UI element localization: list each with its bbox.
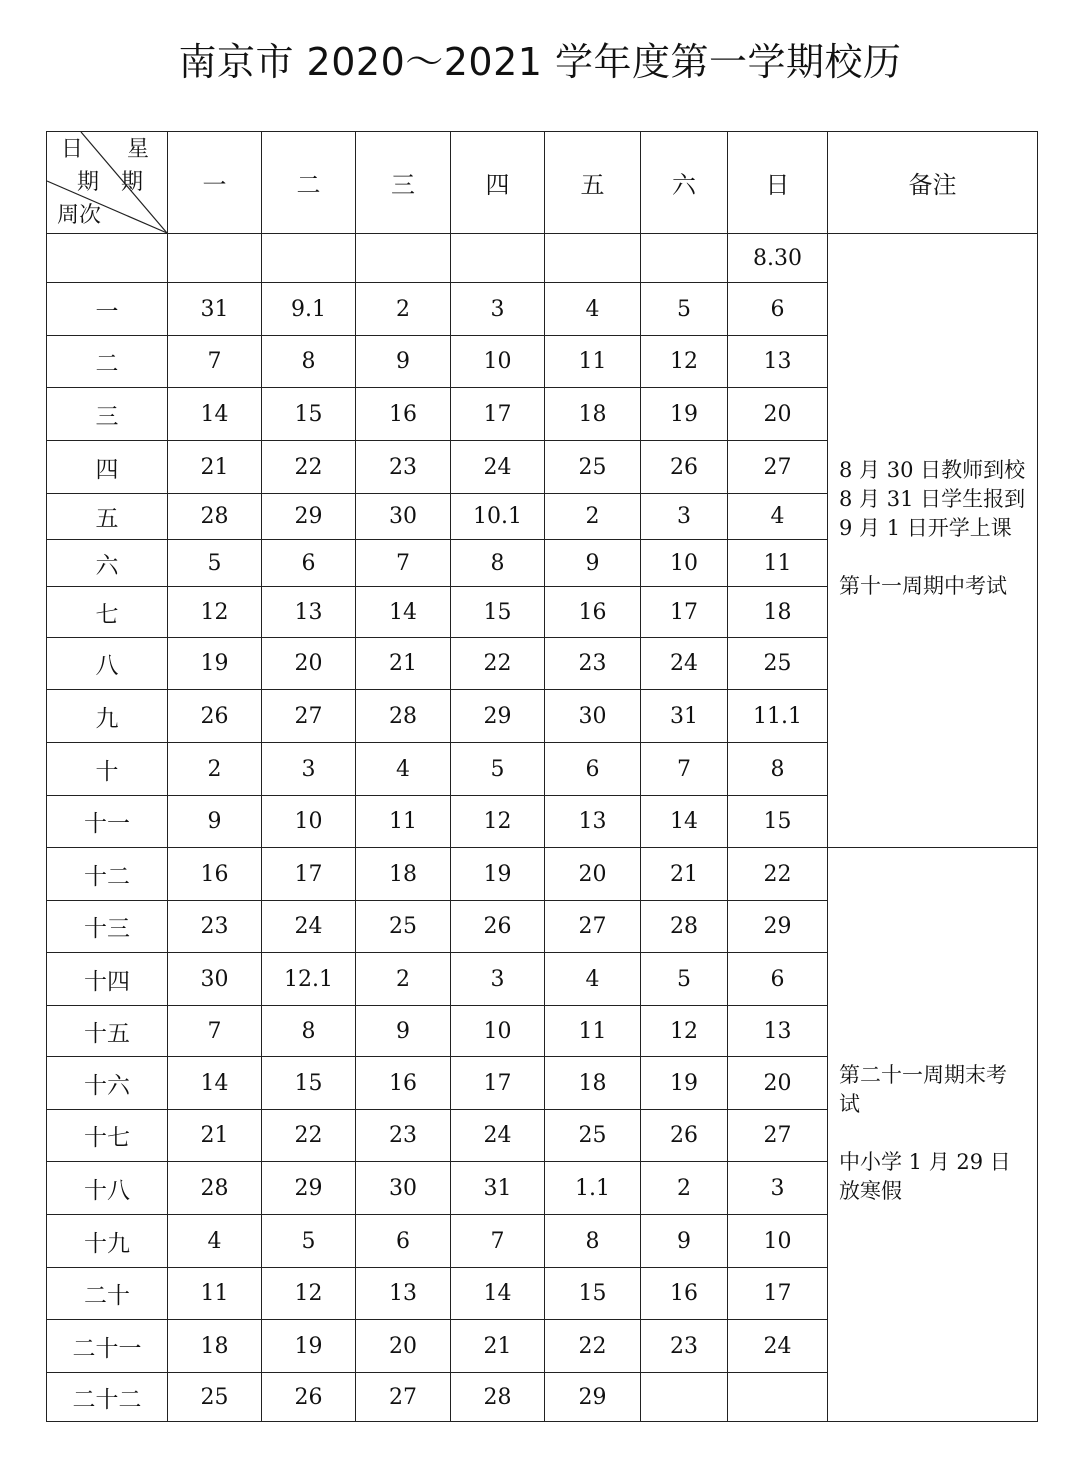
date-cell: 25 [728,638,828,690]
remark-note: 第二十一周期末考 试 [839,1063,1007,1116]
date-cell: 14 [168,1057,262,1110]
date-cell: 28 [641,901,728,953]
date-cell: 8 [728,743,828,796]
date-cell: 16 [545,587,641,638]
week-number-cell: 一 [47,283,168,336]
date-cell: 30 [545,690,641,743]
date-cell: 5 [451,743,545,796]
date-cell: 10 [641,540,728,587]
date-cell: 5 [168,540,262,587]
date-cell: 11 [545,1006,641,1057]
week-row [47,848,1038,901]
date-cell: 11 [168,1268,262,1320]
date-cell: 14 [641,796,728,848]
date-cell [545,234,641,283]
date-cell: 11 [356,796,451,848]
date-cell: 21 [451,1320,545,1373]
date-cell: 8 [262,1006,356,1057]
date-cell: 6 [545,743,641,796]
date-cell: 19 [641,1057,728,1110]
date-cell: 2 [168,743,262,796]
week-number-cell: 六 [47,540,168,587]
date-cell: 8 [545,1215,641,1268]
date-cell: 29 [262,1162,356,1215]
date-cell: 2 [356,283,451,336]
date-cell: 14 [168,388,262,441]
date-cell: 4 [545,953,641,1006]
date-cell: 30 [356,1162,451,1215]
date-cell: 20 [262,638,356,690]
date-cell: 27 [728,1110,828,1162]
date-cell: 28 [356,690,451,743]
date-cell: 7 [451,1215,545,1268]
date-cell: 13 [356,1268,451,1320]
date-cell: 17 [728,1268,828,1320]
date-cell: 20 [728,388,828,441]
date-cell: 7 [641,743,728,796]
date-cell: 26 [262,1373,356,1422]
date-cell: 18 [545,1057,641,1110]
date-cell: 18 [356,848,451,901]
week-number-cell [47,234,168,283]
date-cell: 8.30 [728,234,828,283]
date-cell [168,234,262,283]
date-cell: 11 [545,336,641,388]
date-cell: 12 [168,587,262,638]
week-number-cell: 十三 [47,901,168,953]
date-cell [451,234,545,283]
date-cell: 22 [262,441,356,494]
date-cell: 30 [356,494,451,540]
date-cell: 20 [356,1320,451,1373]
date-cell: 25 [356,901,451,953]
header-remarks: 备注 [828,132,1038,234]
date-cell: 22 [728,848,828,901]
date-cell: 12.1 [262,953,356,1006]
date-cell: 19 [168,638,262,690]
week-number-cell: 九 [47,690,168,743]
date-cell: 29 [262,494,356,540]
date-cell: 13 [728,336,828,388]
date-cell: 18 [168,1320,262,1373]
date-cell: 13 [728,1006,828,1057]
date-cell: 15 [262,388,356,441]
date-cell: 3 [451,283,545,336]
page-title: 南京市 2020～2021 学年度第一学期校历 [178,40,902,84]
date-cell: 2 [356,953,451,1006]
date-cell: 4 [545,283,641,336]
date-cell: 29 [545,1373,641,1422]
date-cell: 15 [728,796,828,848]
date-cell: 24 [262,901,356,953]
date-cell: 18 [728,587,828,638]
date-cell: 31 [641,690,728,743]
date-cell: 22 [451,638,545,690]
date-cell: 7 [356,540,451,587]
date-cell [641,1373,728,1422]
date-cell: 7 [168,336,262,388]
date-cell: 24 [728,1320,828,1373]
corner-label-middle: 期 期 [77,170,144,195]
date-cell: 24 [451,1110,545,1162]
week-number-cell: 五 [47,494,168,540]
week-number-cell: 十五 [47,1006,168,1057]
date-cell: 10 [451,1006,545,1057]
date-cell: 4 [728,494,828,540]
date-cell: 21 [641,848,728,901]
date-cell: 15 [451,587,545,638]
date-cell: 21 [168,441,262,494]
week-number-cell: 十八 [47,1162,168,1215]
date-cell: 20 [545,848,641,901]
date-cell: 23 [356,1110,451,1162]
date-cell: 23 [545,638,641,690]
remark-note: 中小学 1 月 29 日 放寒假 [839,1150,1011,1203]
date-cell: 28 [451,1373,545,1422]
date-cell: 21 [168,1110,262,1162]
header-day-sat: 六 [641,132,728,234]
date-cell: 21 [356,638,451,690]
date-cell: 26 [451,901,545,953]
date-cell: 2 [545,494,641,540]
date-cell: 28 [168,1162,262,1215]
date-cell: 6 [728,283,828,336]
date-cell: 28 [168,494,262,540]
date-cell: 29 [451,690,545,743]
date-cell: 31 [168,283,262,336]
date-cell: 26 [641,441,728,494]
date-cell: 2 [641,1162,728,1215]
date-cell: 15 [262,1057,356,1110]
date-cell: 16 [356,1057,451,1110]
date-cell: 22 [545,1320,641,1373]
header-day-sun: 日 [728,132,828,234]
header-day-wed: 三 [356,132,451,234]
date-cell: 13 [545,796,641,848]
date-cell: 6 [356,1215,451,1268]
date-cell: 3 [451,953,545,1006]
date-cell: 27 [545,901,641,953]
date-cell: 8 [262,336,356,388]
date-cell: 3 [641,494,728,540]
date-cell: 19 [451,848,545,901]
week-number-cell: 十九 [47,1215,168,1268]
week-number-cell: 八 [47,638,168,690]
remark-note: 第十一周期中考试 [839,574,1007,598]
date-cell [356,234,451,283]
date-cell: 16 [356,388,451,441]
week-number-cell: 二十 [47,1268,168,1320]
week-number-cell: 十七 [47,1110,168,1162]
week-number-cell: 十四 [47,953,168,1006]
date-cell: 26 [641,1110,728,1162]
date-cell: 13 [262,587,356,638]
date-cell: 8 [451,540,545,587]
date-cell: 4 [356,743,451,796]
date-cell: 16 [641,1268,728,1320]
week-number-cell: 十六 [47,1057,168,1110]
remark-note: 8 月 31 日学生报到 [839,487,1026,511]
date-cell: 16 [168,848,262,901]
date-cell: 3 [728,1162,828,1215]
date-cell: 25 [545,1110,641,1162]
remark-note: 8 月 30 日教师到校 [839,458,1026,482]
date-cell: 17 [262,848,356,901]
date-cell: 7 [168,1006,262,1057]
week-number-cell: 十二 [47,848,168,901]
remarks-cell [828,234,1038,848]
week-row [47,234,1038,283]
date-cell: 19 [641,388,728,441]
date-cell: 14 [451,1268,545,1320]
date-cell: 27 [728,441,828,494]
date-cell: 12 [641,336,728,388]
date-cell: 19 [262,1320,356,1373]
date-cell: 3 [262,743,356,796]
date-cell: 12 [641,1006,728,1057]
date-cell: 4 [168,1215,262,1268]
date-cell: 24 [451,441,545,494]
date-cell: 6 [728,953,828,1006]
date-cell: 27 [262,690,356,743]
school-calendar-table [46,131,1038,1422]
date-cell [728,1373,828,1422]
date-cell: 10 [728,1215,828,1268]
date-cell: 27 [356,1373,451,1422]
date-cell: 9 [356,1006,451,1057]
corner-label-bottom: 周次 [57,203,102,228]
date-cell: 5 [262,1215,356,1268]
remark-note: 9 月 1 日开学上课 [839,516,1012,540]
header-row [47,132,1038,234]
date-cell: 9 [545,540,641,587]
date-cell: 6 [262,540,356,587]
week-number-cell: 七 [47,587,168,638]
date-cell: 17 [451,1057,545,1110]
date-cell: 23 [356,441,451,494]
week-number-cell: 二 [47,336,168,388]
date-cell: 15 [545,1268,641,1320]
week-number-cell: 十一 [47,796,168,848]
header-day-mon: 一 [168,132,262,234]
week-number-cell: 四 [47,441,168,494]
date-cell: 17 [451,388,545,441]
remarks-cell [828,848,1038,1422]
date-cell: 23 [168,901,262,953]
date-cell: 12 [262,1268,356,1320]
date-cell: 18 [545,388,641,441]
date-cell: 29 [728,901,828,953]
header-day-thu: 四 [451,132,545,234]
date-cell: 9 [168,796,262,848]
date-cell: 22 [262,1110,356,1162]
date-cell: 10 [262,796,356,848]
date-cell: 25 [168,1373,262,1422]
date-cell: 1.1 [545,1162,641,1215]
date-cell: 5 [641,953,728,1006]
date-cell: 24 [641,638,728,690]
date-cell: 9 [641,1215,728,1268]
header-day-tue: 二 [262,132,356,234]
week-number-cell: 二十二 [47,1373,168,1422]
corner-label-top: 日 星 [61,137,150,162]
date-cell: 31 [451,1162,545,1215]
week-number-cell: 十 [47,743,168,796]
date-cell: 9 [356,336,451,388]
date-cell: 10 [451,336,545,388]
header-day-fri: 五 [545,132,641,234]
date-cell: 11 [728,540,828,587]
date-cell: 5 [641,283,728,336]
date-cell: 11.1 [728,690,828,743]
date-cell: 17 [641,587,728,638]
date-cell: 20 [728,1057,828,1110]
date-cell: 10.1 [451,494,545,540]
week-number-cell: 三 [47,388,168,441]
header-corner-cell [47,132,168,234]
date-cell: 30 [168,953,262,1006]
date-cell [262,234,356,283]
date-cell: 25 [545,441,641,494]
date-cell: 14 [356,587,451,638]
date-cell: 12 [451,796,545,848]
week-number-cell: 二十一 [47,1320,168,1373]
date-cell [641,234,728,283]
date-cell: 26 [168,690,262,743]
date-cell: 23 [641,1320,728,1373]
date-cell: 9.1 [262,283,356,336]
